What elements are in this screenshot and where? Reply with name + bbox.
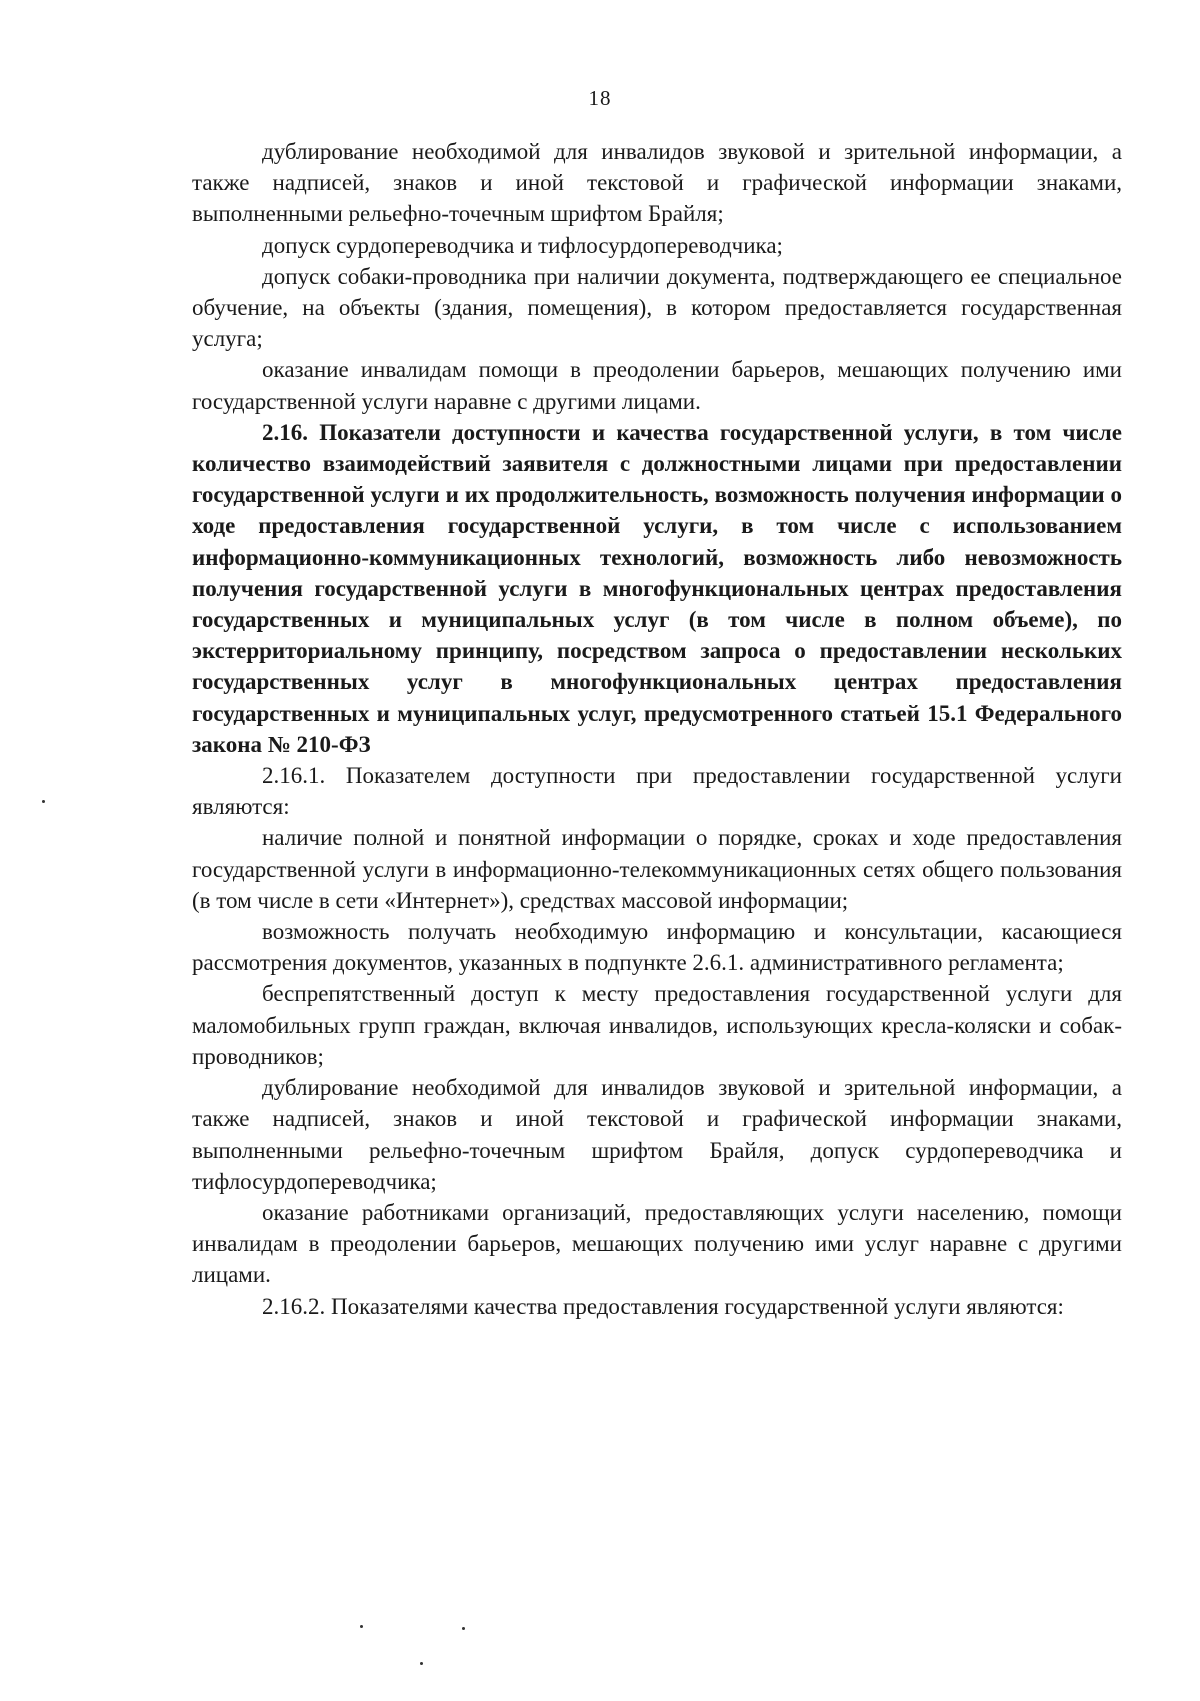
scan-speck bbox=[42, 800, 45, 803]
paragraph-duplication-info: дублирование необходимой для инвалидов звуковой и зрительной информации, а также надписей, знаков и иной текстовой и графической информации знаками, выполненными рельефно-точечным шрифтом Брайля; bbox=[192, 139, 1122, 227]
paragraph-assistance: оказание инвалидам помощи в преодолении барьеров, мешающих получению ими государственной услуги наравне с другими лицами. bbox=[192, 357, 1122, 414]
paragraph-guide-dog: допуск собаки-проводника при наличии документа, подтверждающего ее специальное обучение, на объекты (здания, помещения), в котором предоставляется государственная услуга; bbox=[192, 263, 1122, 352]
paragraph-unobstructed-access: беспрепятственный доступ к месту предоставления государственной услуги для маломобильных групп граждан, включая инвалидов, использующих кресла-коляски и собак-проводников; bbox=[192, 981, 1122, 1069]
paragraph-consultations: возможность получать необходимую информацию и консультации, касающиеся рассмотрения документов, указанных в подпункте 2.6.1. административного регламента; bbox=[192, 919, 1122, 976]
paragraph-2-16-2: 2.16.2. Показателями качества предоставления государственной услуги являются: bbox=[262, 1293, 1064, 1319]
paragraph-2-16-1: 2.16.1. Показателем доступности при предоставлении государственной услуги являются: bbox=[192, 763, 1122, 820]
document-body bbox=[192, 136, 1122, 1322]
scan-speck bbox=[462, 1627, 465, 1630]
paragraph-sign-interpreter: допуск сурдопереводчика и тифлосурдопереводчика; bbox=[262, 232, 783, 258]
paragraph-duplication-info-2: дублирование необходимой для инвалидов звуковой и зрительной информации, а также надписей, знаков и иной текстовой и графической информации знаками, выполненными рельефно-точечным шрифтом Брайля, допуск сурдопереводчика и тифлосурдопереводчика; bbox=[192, 1075, 1122, 1194]
paragraph-full-information: наличие полной и понятной информации о порядке, сроках и ходе предоставления государственной услуги в информационно-телекоммуникационных сетях общего пользования (в том числе в сети «Интернет»), средствах массовой информации; bbox=[192, 825, 1122, 913]
page-number: 18 bbox=[588, 86, 612, 110]
section-heading-2-16: 2.16. Показатели доступности и качества государственной услуги, в том числе количество взаимодействий заявителя с должностными лицами при предоставлении государственной услуги и их продолжительность, возможность получения информации о ходе предоставления государственной услуги, в том числе с использованием информационно-коммуникационных технологий, возможность либо невозможность получения государственной услуги в многофункциональных центрах предоставления государственных и муниципальных услуг (в том числе в полном объеме), по экстерриториальному принципу, посредством запроса о предоставлении нескольких государственных услуг в многофункциональных центрах предоставления государственных и муниципальных услуг, предусмотренного статьей 15.1 Федерального закона № 210-ФЗ bbox=[192, 419, 1122, 757]
paragraph-staff-assistance: оказание работниками организаций, предоставляющих услуги населению, помощи инвалидам в преодолении барьеров, мешающих получению ими услуг наравне с другими лицами. bbox=[192, 1199, 1122, 1288]
scan-speck bbox=[360, 1625, 363, 1628]
scan-speck bbox=[420, 1662, 423, 1665]
